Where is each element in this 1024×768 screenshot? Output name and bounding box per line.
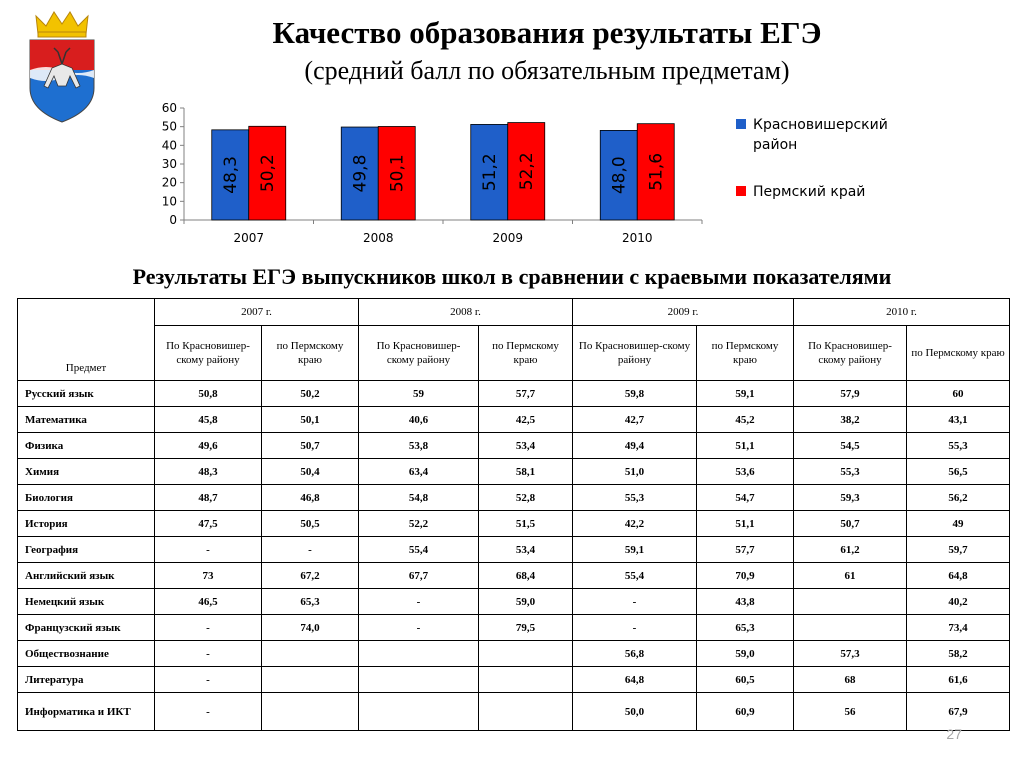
score-cell: 59,7 bbox=[907, 537, 1010, 563]
subheader-region: по Пермскому краю bbox=[479, 326, 573, 381]
score-cell: 56,8 bbox=[573, 641, 697, 667]
score-cell: 73,4 bbox=[907, 615, 1010, 641]
score-cell: 51,1 bbox=[697, 511, 794, 537]
score-cell: - bbox=[359, 615, 479, 641]
score-cell: 45,8 bbox=[155, 407, 262, 433]
score-cell: 52,8 bbox=[479, 485, 573, 511]
page-title: Качество образования результаты ЕГЭ bbox=[272, 15, 822, 50]
subject-cell: Русский язык bbox=[18, 381, 155, 407]
subject-cell: Биология bbox=[18, 485, 155, 511]
score-cell: 74,0 bbox=[262, 615, 359, 641]
score-cell: 59,0 bbox=[697, 641, 794, 667]
crown-icon bbox=[36, 12, 88, 37]
score-cell: 59,0 bbox=[479, 589, 573, 615]
score-cell: 55,3 bbox=[573, 485, 697, 511]
score-cell: 51,1 bbox=[697, 433, 794, 459]
score-cell: 48,7 bbox=[155, 485, 262, 511]
x-category-label: 2009 bbox=[492, 231, 524, 245]
x-category-label: 2008 bbox=[362, 231, 394, 245]
score-cell: 61 bbox=[794, 563, 907, 589]
score-cell bbox=[262, 693, 359, 731]
score-cell: 68 bbox=[794, 667, 907, 693]
bar-data-label: 51,2 bbox=[480, 153, 501, 192]
subject-cell: Немецкий язык bbox=[18, 589, 155, 615]
score-cell: 65,3 bbox=[697, 615, 794, 641]
score-cell: 43,1 bbox=[907, 407, 1010, 433]
score-cell: 50,2 bbox=[262, 381, 359, 407]
year-header-2007: 2007 г. bbox=[155, 299, 359, 326]
score-cell: 50,7 bbox=[262, 433, 359, 459]
table-row bbox=[18, 381, 1010, 407]
score-cell: 61,2 bbox=[794, 537, 907, 563]
score-cell: 43,8 bbox=[697, 589, 794, 615]
y-tick-label: 0 bbox=[169, 213, 177, 227]
score-cell: 68,4 bbox=[479, 563, 573, 589]
subject-cell: История bbox=[18, 511, 155, 537]
table-row bbox=[18, 511, 1010, 537]
score-cell: 50,1 bbox=[262, 407, 359, 433]
subject-cell: Физика bbox=[18, 433, 155, 459]
table-row bbox=[18, 485, 1010, 511]
score-cell: 55,4 bbox=[573, 563, 697, 589]
score-cell: 49 bbox=[907, 511, 1010, 537]
score-cell bbox=[479, 667, 573, 693]
year-header-2008: 2008 г. bbox=[359, 299, 573, 326]
score-cell: 60 bbox=[907, 381, 1010, 407]
score-cell: 64,8 bbox=[573, 667, 697, 693]
bar-data-label: 50,2 bbox=[258, 154, 279, 193]
score-cell bbox=[479, 641, 573, 667]
score-cell: 49,6 bbox=[155, 433, 262, 459]
table-row bbox=[18, 667, 1010, 693]
score-cell: 60,9 bbox=[697, 693, 794, 731]
score-cell bbox=[262, 667, 359, 693]
score-cell: 56,2 bbox=[907, 485, 1010, 511]
score-cell: 67,9 bbox=[907, 693, 1010, 731]
score-cell bbox=[262, 641, 359, 667]
table-row bbox=[18, 407, 1010, 433]
subject-cell: Обществознание bbox=[18, 641, 155, 667]
score-cell: 52,2 bbox=[359, 511, 479, 537]
y-tick-label: 40 bbox=[161, 138, 177, 153]
score-cell: 55,3 bbox=[907, 433, 1010, 459]
year-header-2009: 2009 г. bbox=[573, 299, 794, 326]
y-tick-label: 20 bbox=[161, 175, 177, 190]
subheader-region: по Пермскому краю bbox=[907, 326, 1010, 381]
legend-swatch-district bbox=[736, 119, 746, 129]
score-cell: 53,4 bbox=[479, 537, 573, 563]
score-cell: 58,1 bbox=[479, 459, 573, 485]
score-cell: 54,5 bbox=[794, 433, 907, 459]
score-cell: 70,9 bbox=[697, 563, 794, 589]
score-cell: 59 bbox=[359, 381, 479, 407]
score-cell: 61,6 bbox=[907, 667, 1010, 693]
section-title: Результаты ЕГЭ выпускников школ в сравнении с краевыми показателями bbox=[132, 264, 892, 289]
score-cell: - bbox=[155, 693, 262, 731]
subject-cell: Химия bbox=[18, 459, 155, 485]
score-cell: 51,5 bbox=[479, 511, 573, 537]
table-row bbox=[18, 433, 1010, 459]
score-cell: 57,9 bbox=[794, 381, 907, 407]
bar-data-label: 50,1 bbox=[387, 154, 408, 193]
score-cell: 50,7 bbox=[794, 511, 907, 537]
subject-cell: Английский язык bbox=[18, 563, 155, 589]
results-table bbox=[17, 298, 1010, 731]
score-cell: 59,3 bbox=[794, 485, 907, 511]
subject-cell: Французский язык bbox=[18, 615, 155, 641]
table-row bbox=[18, 459, 1010, 485]
score-cell: 54,7 bbox=[697, 485, 794, 511]
score-cell: 63,4 bbox=[359, 459, 479, 485]
score-cell: 58,2 bbox=[907, 641, 1010, 667]
score-cell: 79,5 bbox=[479, 615, 573, 641]
score-cell: 57,7 bbox=[479, 381, 573, 407]
legend-swatch-region bbox=[736, 186, 746, 196]
score-cell: - bbox=[573, 589, 697, 615]
score-cell: 65,3 bbox=[262, 589, 359, 615]
score-cell: 55,3 bbox=[794, 459, 907, 485]
score-cell: 53,6 bbox=[697, 459, 794, 485]
score-cell bbox=[359, 693, 479, 731]
score-cell: - bbox=[359, 589, 479, 615]
score-cell bbox=[359, 641, 479, 667]
score-cell: - bbox=[573, 615, 697, 641]
subheader-region: по Пермскому краю bbox=[697, 326, 794, 381]
score-cell: 57,3 bbox=[794, 641, 907, 667]
bar-data-label: 48,3 bbox=[221, 155, 242, 194]
y-tick-label: 50 bbox=[161, 119, 177, 134]
subheader-region: по Пермскому краю bbox=[262, 326, 359, 381]
coat-of-arms-logo bbox=[22, 8, 102, 126]
score-cell: 45,2 bbox=[697, 407, 794, 433]
score-cell: 53,8 bbox=[359, 433, 479, 459]
table-row bbox=[18, 641, 1010, 667]
subject-cell: Математика bbox=[18, 407, 155, 433]
score-cell bbox=[794, 589, 907, 615]
table-row bbox=[18, 563, 1010, 589]
score-cell: 50,0 bbox=[573, 693, 697, 731]
bar-data-label: 48,0 bbox=[609, 156, 630, 195]
score-cell: - bbox=[155, 641, 262, 667]
bar-data-label: 49,8 bbox=[350, 154, 371, 193]
score-cell: 67,7 bbox=[359, 563, 479, 589]
score-cell: 59,1 bbox=[697, 381, 794, 407]
bar-data-label: 51,6 bbox=[646, 152, 667, 191]
table-row bbox=[18, 589, 1010, 615]
shield-icon bbox=[30, 40, 94, 122]
score-cell bbox=[794, 615, 907, 641]
score-cell: 42,2 bbox=[573, 511, 697, 537]
score-cell: 54,8 bbox=[359, 485, 479, 511]
table-body bbox=[18, 381, 1010, 731]
score-cell bbox=[479, 693, 573, 731]
score-cell: 59,1 bbox=[573, 537, 697, 563]
subject-cell: Литература bbox=[18, 667, 155, 693]
score-cell: - bbox=[155, 537, 262, 563]
score-cell: 56,5 bbox=[907, 459, 1010, 485]
subheader-district: По Красновишер-скому району bbox=[359, 326, 479, 381]
page-number: 27 bbox=[946, 726, 962, 742]
y-tick-label: 60 bbox=[161, 101, 177, 115]
bar-chart bbox=[140, 96, 920, 256]
page-subtitle: (средний балл по обязательным предметам) bbox=[304, 56, 790, 85]
score-cell: - bbox=[262, 537, 359, 563]
y-tick-label: 10 bbox=[161, 194, 177, 209]
score-cell: 64,8 bbox=[907, 563, 1010, 589]
legend-label-region: Пермский край bbox=[753, 184, 866, 200]
subheader-district: По Красновишер-скому району bbox=[794, 326, 907, 381]
score-cell: 50,4 bbox=[262, 459, 359, 485]
x-category-label: 2007 bbox=[233, 231, 265, 245]
year-header-2010: 2010 г. bbox=[794, 299, 1010, 326]
score-cell: 53,4 bbox=[479, 433, 573, 459]
score-cell: 47,5 bbox=[155, 511, 262, 537]
score-cell: 59,8 bbox=[573, 381, 697, 407]
score-cell: 48,3 bbox=[155, 459, 262, 485]
score-cell: 56 bbox=[794, 693, 907, 731]
table-row bbox=[18, 693, 1010, 731]
bar-data-label: 52,2 bbox=[517, 152, 538, 191]
score-cell: 46,8 bbox=[262, 485, 359, 511]
subject-column-header: Предмет bbox=[18, 299, 155, 381]
table-row bbox=[18, 615, 1010, 641]
table-row bbox=[18, 537, 1010, 563]
score-cell: 67,2 bbox=[262, 563, 359, 589]
score-cell: 50,5 bbox=[262, 511, 359, 537]
score-cell: 40,2 bbox=[907, 589, 1010, 615]
subheader-district: По Красновишер-скому району bbox=[573, 326, 697, 381]
score-cell: 51,0 bbox=[573, 459, 697, 485]
score-cell: 73 bbox=[155, 563, 262, 589]
y-tick-label: 30 bbox=[161, 157, 177, 171]
score-cell: 42,7 bbox=[573, 407, 697, 433]
score-cell: 42,5 bbox=[479, 407, 573, 433]
score-cell: 46,5 bbox=[155, 589, 262, 615]
score-cell: 50,8 bbox=[155, 381, 262, 407]
score-cell: 49,4 bbox=[573, 433, 697, 459]
score-cell: 55,4 bbox=[359, 537, 479, 563]
score-cell: 40,6 bbox=[359, 407, 479, 433]
subheader-district: По Красновишер-скому району bbox=[155, 326, 262, 381]
subject-cell: География bbox=[18, 537, 155, 563]
score-cell: - bbox=[155, 615, 262, 641]
x-category-label: 2010 bbox=[621, 231, 653, 245]
score-cell: 57,7 bbox=[697, 537, 794, 563]
score-cell: 60,5 bbox=[697, 667, 794, 693]
score-cell bbox=[359, 667, 479, 693]
subject-cell: Информатика и ИКТ bbox=[18, 693, 155, 731]
score-cell: - bbox=[155, 667, 262, 693]
legend-label-district: Красновишерский район bbox=[753, 117, 888, 153]
score-cell: 38,2 bbox=[794, 407, 907, 433]
